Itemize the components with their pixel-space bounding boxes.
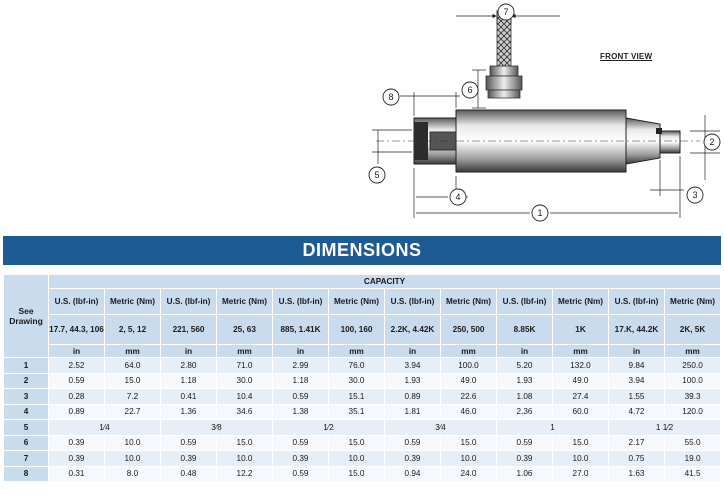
- table-row: [4, 451, 721, 467]
- table-cell: 19.0: [665, 451, 721, 467]
- table-cell: 22.7: [105, 404, 161, 420]
- table-cell: 39.3: [665, 389, 721, 405]
- table-cell-span: 1⁄4: [49, 420, 161, 436]
- table-cell: 100.0: [665, 373, 721, 389]
- table-cell-span: 3⁄8: [161, 420, 273, 436]
- capacity-header: CAPACITY: [49, 275, 721, 289]
- table-cell: 35.1: [329, 404, 385, 420]
- svg-text:4: 4: [455, 192, 461, 202]
- column-header: U.S. (lbf-in): [385, 289, 441, 315]
- capacity-value: 8.85K: [497, 315, 553, 345]
- table-cell: 0.31: [49, 466, 105, 482]
- table-cell: 22.6: [441, 389, 497, 405]
- callout-3: [687, 187, 703, 203]
- capacity-value: 1K: [553, 315, 609, 345]
- capacity-value: 885, 1.41K: [273, 315, 329, 345]
- table-cell: 2.36: [497, 404, 553, 420]
- column-header: Metric (Nm): [553, 289, 609, 315]
- table-cell: 0.48: [161, 466, 217, 482]
- unit-cell: mm: [553, 345, 609, 358]
- table-cell: 0.39: [49, 451, 105, 467]
- table-cell: 10.0: [217, 451, 273, 467]
- table-cell: 41.5: [665, 466, 721, 482]
- table-cell: 24.0: [441, 466, 497, 482]
- callout-2: [704, 134, 720, 150]
- table-cell: 49.0: [553, 373, 609, 389]
- svg-text:1: 1: [537, 208, 543, 218]
- table-cell: 0.39: [385, 451, 441, 467]
- table-cell: 55.0: [665, 435, 721, 451]
- table-cell: 27.0: [553, 466, 609, 482]
- capacity-value: 250, 500: [441, 315, 497, 345]
- column-header: Metric (Nm): [441, 289, 497, 315]
- table-cell: 27.4: [553, 389, 609, 405]
- table-cell: 0.39: [161, 451, 217, 467]
- table-row: [4, 404, 721, 420]
- column-header: U.S. (lbf-in): [273, 289, 329, 315]
- table-cell: 3.94: [385, 358, 441, 374]
- svg-text:7: 7: [503, 7, 509, 17]
- dimensions-table: [3, 274, 721, 482]
- capacity-value: 2, 5, 12: [105, 315, 161, 345]
- column-header: Metric (Nm): [105, 289, 161, 315]
- table-cell-span: 1 1⁄2: [609, 420, 721, 436]
- capacity-value: 2.2K, 4.42K: [385, 315, 441, 345]
- table-row: [4, 420, 721, 436]
- cable: [497, 12, 511, 68]
- row-label: 2: [4, 373, 49, 389]
- see-drawing-header: See Drawing: [4, 275, 49, 358]
- row-label: 6: [4, 435, 49, 451]
- table-cell: 4.72: [609, 404, 665, 420]
- callout-7: [498, 4, 514, 20]
- table-cell: 0.59: [273, 389, 329, 405]
- table-cell: 2.17: [609, 435, 665, 451]
- table-cell: 0.75: [609, 451, 665, 467]
- table-cell: 1.18: [273, 373, 329, 389]
- table-cell: 34.6: [217, 404, 273, 420]
- row-label: 8: [4, 466, 49, 482]
- unit-cell: in: [497, 345, 553, 358]
- table-cell: 15.0: [217, 435, 273, 451]
- table-cell: 100.0: [441, 358, 497, 374]
- table-cell: 0.59: [497, 435, 553, 451]
- table-cell: 10.0: [105, 451, 161, 467]
- table-cell: 10.0: [553, 451, 609, 467]
- callout-8: [383, 89, 399, 105]
- table-cell: 1.81: [385, 404, 441, 420]
- table-cell-span: 3⁄4: [385, 420, 497, 436]
- table-cell: 12.2: [217, 466, 273, 482]
- unit-cell: in: [49, 345, 105, 358]
- table-cell: 15.0: [329, 435, 385, 451]
- capacity-value: 2K, 5K: [665, 315, 721, 345]
- table-cell: 2.99: [273, 358, 329, 374]
- technical-drawing: [0, 0, 724, 232]
- table-cell: 0.59: [385, 435, 441, 451]
- table-row: [4, 435, 721, 451]
- table-cell: 0.59: [161, 435, 217, 451]
- column-header: Metric (Nm): [329, 289, 385, 315]
- callout-5: [369, 167, 385, 183]
- table-cell: 5.20: [497, 358, 553, 374]
- table-cell: 71.0: [217, 358, 273, 374]
- table-cell: 10.4: [217, 389, 273, 405]
- column-header: U.S. (lbf-in): [497, 289, 553, 315]
- dimensions-banner: DIMENSIONS: [3, 236, 721, 265]
- transducer-drawing: [0, 0, 724, 232]
- table-cell: 0.28: [49, 389, 105, 405]
- table-row: [4, 373, 721, 389]
- table-cell: 9.84: [609, 358, 665, 374]
- capacity-value: 221, 560: [161, 315, 217, 345]
- table-cell: 0.41: [161, 389, 217, 405]
- table-cell: 0.59: [273, 435, 329, 451]
- table-cell: 3.94: [609, 373, 665, 389]
- table-cell: 1.93: [385, 373, 441, 389]
- unit-cell: mm: [441, 345, 497, 358]
- row-label: 7: [4, 451, 49, 467]
- table-cell: 0.59: [273, 466, 329, 482]
- table-row: [4, 466, 721, 482]
- svg-text:3: 3: [692, 190, 698, 200]
- svg-text:6: 6: [467, 85, 473, 95]
- callout-6: [462, 82, 478, 98]
- table-cell: 49.0: [441, 373, 497, 389]
- svg-text:2: 2: [709, 137, 715, 147]
- unit-cell: in: [385, 345, 441, 358]
- row-label: 1: [4, 358, 49, 374]
- table-cell: 30.0: [217, 373, 273, 389]
- table-cell: 1.18: [161, 373, 217, 389]
- table-cell-span: 1⁄2: [273, 420, 385, 436]
- table-cell: 15.0: [329, 466, 385, 482]
- table-cell: 15.0: [105, 373, 161, 389]
- table-cell-span: 1: [497, 420, 609, 436]
- table-cell: 0.39: [497, 451, 553, 467]
- unit-cell: mm: [217, 345, 273, 358]
- column-header: U.S. (lbf-in): [49, 289, 105, 315]
- table-cell: 1.06: [497, 466, 553, 482]
- capacity-value: 100, 160: [329, 315, 385, 345]
- svg-text:8: 8: [388, 92, 394, 102]
- table-cell: 1.93: [497, 373, 553, 389]
- table-cell: 0.39: [273, 451, 329, 467]
- unit-cell: mm: [329, 345, 385, 358]
- table-cell: 0.39: [49, 435, 105, 451]
- unit-cell: mm: [105, 345, 161, 358]
- table-cell: 2.80: [161, 358, 217, 374]
- callout-1: [532, 205, 548, 221]
- unit-cell: mm: [665, 345, 721, 358]
- table-cell: 60.0: [553, 404, 609, 420]
- table-cell: 0.94: [385, 466, 441, 482]
- row-label: 3: [4, 389, 49, 405]
- table-row: [4, 358, 721, 374]
- table-cell: 1.08: [497, 389, 553, 405]
- table-cell: 76.0: [329, 358, 385, 374]
- table-cell: 15.0: [553, 435, 609, 451]
- table-cell: 7.2: [105, 389, 161, 405]
- capacity-value: 25, 63: [217, 315, 273, 345]
- column-header: U.S. (lbf-in): [161, 289, 217, 315]
- row-label: 4: [4, 404, 49, 420]
- svg-text:5: 5: [374, 170, 380, 180]
- column-header: U.S. (lbf-in): [609, 289, 665, 315]
- table-cell: 1.55: [609, 389, 665, 405]
- table-cell: 2.52: [49, 358, 105, 374]
- capacity-value: 17.7, 44.3, 106: [49, 315, 105, 345]
- table-cell: 0.89: [385, 389, 441, 405]
- table-cell: 15.1: [329, 389, 385, 405]
- table-cell: 10.0: [329, 451, 385, 467]
- table-cell: 46.0: [441, 404, 497, 420]
- table-cell: 0.89: [49, 404, 105, 420]
- table-row: [4, 389, 721, 405]
- capacity-value: 17.K, 44.2K: [609, 315, 665, 345]
- table-cell: 64.0: [105, 358, 161, 374]
- row-label: 5: [4, 420, 49, 436]
- table-cell: 250.0: [665, 358, 721, 374]
- unit-cell: in: [161, 345, 217, 358]
- table-cell: 120.0: [665, 404, 721, 420]
- table-cell: 132.0: [553, 358, 609, 374]
- table-cell: 30.0: [329, 373, 385, 389]
- table-cell: 10.0: [441, 451, 497, 467]
- table-cell: 10.0: [105, 435, 161, 451]
- table-cell: 1.38: [273, 404, 329, 420]
- callout-4: [450, 189, 466, 205]
- unit-cell: in: [609, 345, 665, 358]
- column-header: Metric (Nm): [665, 289, 721, 315]
- front-view-label: FRONT VIEW: [600, 52, 653, 61]
- table-cell: 8.0: [105, 466, 161, 482]
- table-cell: 1.36: [161, 404, 217, 420]
- table-cell: 0.59: [49, 373, 105, 389]
- column-header: Metric (Nm): [217, 289, 273, 315]
- unit-cell: in: [273, 345, 329, 358]
- table-cell: 15.0: [441, 435, 497, 451]
- table-cell: 1.63: [609, 466, 665, 482]
